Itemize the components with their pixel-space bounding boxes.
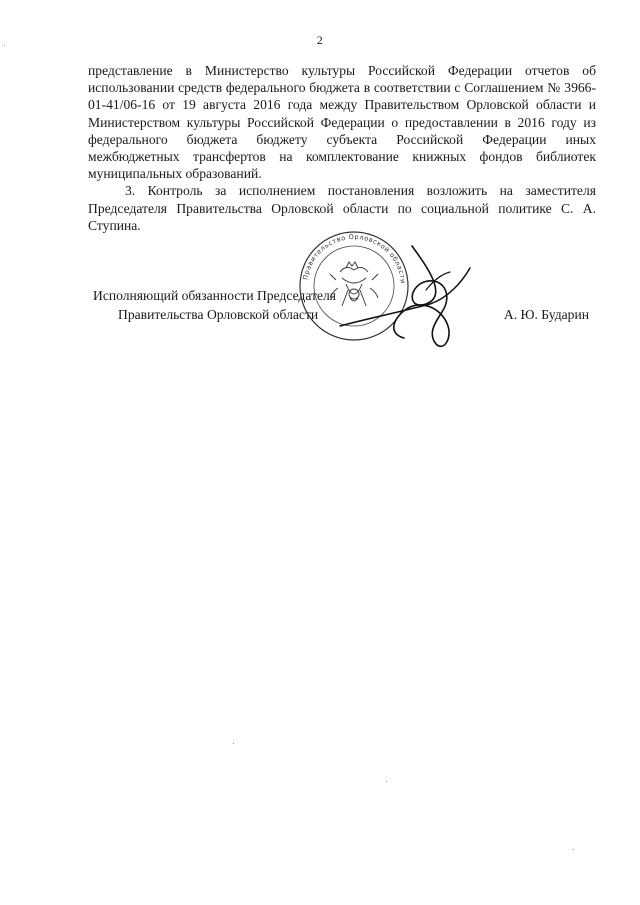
svg-text:Правительство Орловской област (301, 233, 407, 284)
document-body (88, 62, 596, 234)
paragraph-continuation: представление в Министерство культуры Российской Федерации отчетов об использовании средств федерального бюджета в соответствии с Соглашением № 3966-01-41/06-16 от 19 августа 2016 года между Правительством Орловской области и Министерством культуры Российской Федерации о предоставлении в 2016 году из федерального бюджета бюджету субъекта Российской Федерации иных межбюджетных трансфертов на комплектование книжных фондов библиотек муниципальных образований. (88, 63, 596, 182)
scan-speck (573, 849, 574, 850)
signatory-name: А. Ю. Бударин (503, 307, 589, 322)
scan-speck (4, 45, 5, 46)
scan-speck (386, 781, 387, 782)
seal-text: Правительство Орловской области (301, 232, 407, 285)
page-number: 2 (316, 33, 324, 47)
signatory-position-line-1: Исполняющий обязанности Председателя (93, 288, 337, 303)
handwritten-signature-icon (330, 238, 480, 378)
paragraph-control-clause: 3. Контроль за исполнением постановления возложить на заместителя Председателя Правительства Орловской области по социальной политике С. А. Ступина. (88, 183, 596, 233)
scan-speck (233, 743, 234, 744)
signatory-position-line-2: Правительства Орловской области (118, 307, 319, 322)
